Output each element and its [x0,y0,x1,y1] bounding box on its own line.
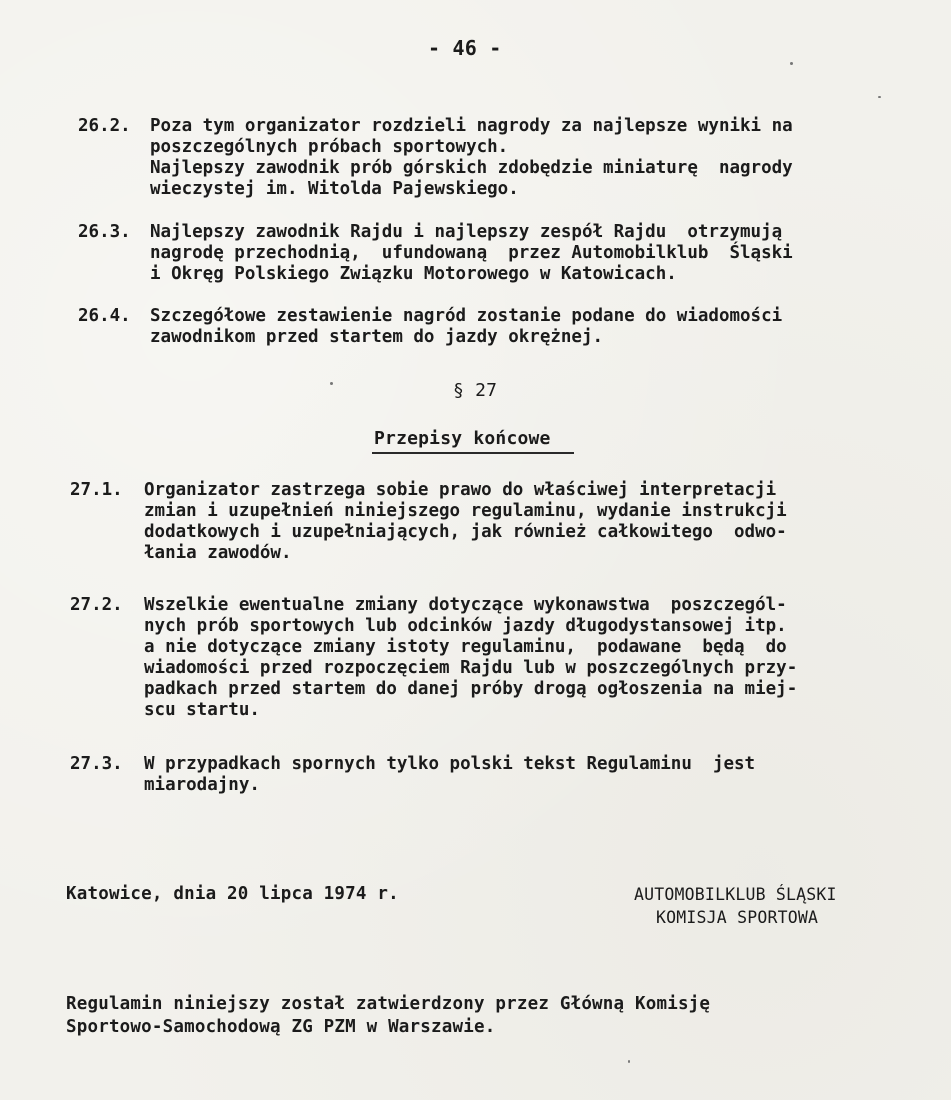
paragraph-body [150,116,793,200]
paragraph-number: 27.2. [70,595,123,615]
paragraph-line: nagrodę przechodnią, ufundowaną przez Automobilklub Śląski [150,243,793,263]
paper-speck [790,62,793,65]
paragraph-line: poszczególnych próbach sportowych. [150,137,509,157]
paragraph-line: dodatkowych i uzupełniających, jak również całkowitego odwo- [144,522,787,542]
paragraph-line: Szczegółowe zestawienie nagród zostanie podane do wiadomości [150,306,783,326]
paragraph-number: 26.3. [78,222,131,242]
section-mark: § 27 [453,380,498,401]
paragraph-body [150,306,782,348]
paragraph-line: Wszelkie ewentualne zmiany dotyczące wykonawstwa poszczegól- [144,595,787,615]
signature-organization: AUTOMOBILKLUB ŚLĄSKI [634,885,837,904]
paragraph-number: 27.3. [70,754,123,774]
paragraph-number: 27.1. [70,480,123,500]
paragraph-line: padkach przed startem do danej próby drogą ogłoszenia na miej- [144,679,798,699]
paragraph-body [144,754,755,796]
paper-speck [330,382,333,385]
section-title-underline [372,452,574,454]
paragraph-body [150,222,793,285]
paragraph-line: wieczystej im. Witolda Pajewskiego. [150,179,519,199]
paragraph-line: miarodajny. [144,775,260,795]
paragraph-line: zawodnikom przed startem do jazdy okrężnej. [150,327,604,347]
paragraph-line: a nie dotyczące zmiany istoty regulaminu, podawane będą do [144,637,787,657]
paragraph-line: Najlepszy zawodnik prób górskich zdobędzie miniaturę nagrody [150,158,793,178]
paragraph-line: wiadomości przed rozpoczęciem Rajdu lub w poszczególnych przy- [144,658,798,678]
paragraph-line: i Okręg Polskiego Związku Motorowego w Katowicach. [150,264,677,284]
approval-line: Sportowo-Samochodową ZG PZM w Warszawie. [66,1017,496,1037]
paragraph-line: Najlepszy zawodnik Rajdu i najlepszy zespół Rajdu otrzymują [150,222,783,242]
paragraph-number: 26.4. [78,306,131,326]
paragraph-line: nych prób sportowych lub odcinków jazdy długodystansowej itp. [144,616,787,636]
paragraph-line: Organizator zastrzega sobie prawo do właściwej interpretacji [144,480,777,500]
paragraph-body [144,480,787,564]
paper-speck [628,1060,630,1063]
page-number: - 46 - [428,36,502,60]
paragraph-line: scu startu. [144,700,260,720]
paragraph-line: W przypadkach spornych tylko polski tekst Regulaminu jest [144,754,756,774]
approval-line: Regulamin niniejszy został zatwierdzony przez Główną Komisję [66,994,711,1014]
section-title: Przepisy końcowe [374,428,551,449]
paper-speck [878,96,881,98]
signature-committee: KOMISJA SPORTOWA [656,908,819,927]
place-date: Katowice, dnia 20 lipca 1974 r. [66,884,399,904]
paragraph-line: łania zawodów. [144,543,292,563]
paragraph-line: Poza tym organizator rozdzieli nagrody za najlepsze wyniki na [150,116,793,136]
paragraph-line: zmian i uzupełnień niniejszego regulaminu, wydanie instrukcji [144,501,787,521]
paragraph-body [144,595,797,721]
paragraph-number: 26.2. [78,116,131,136]
